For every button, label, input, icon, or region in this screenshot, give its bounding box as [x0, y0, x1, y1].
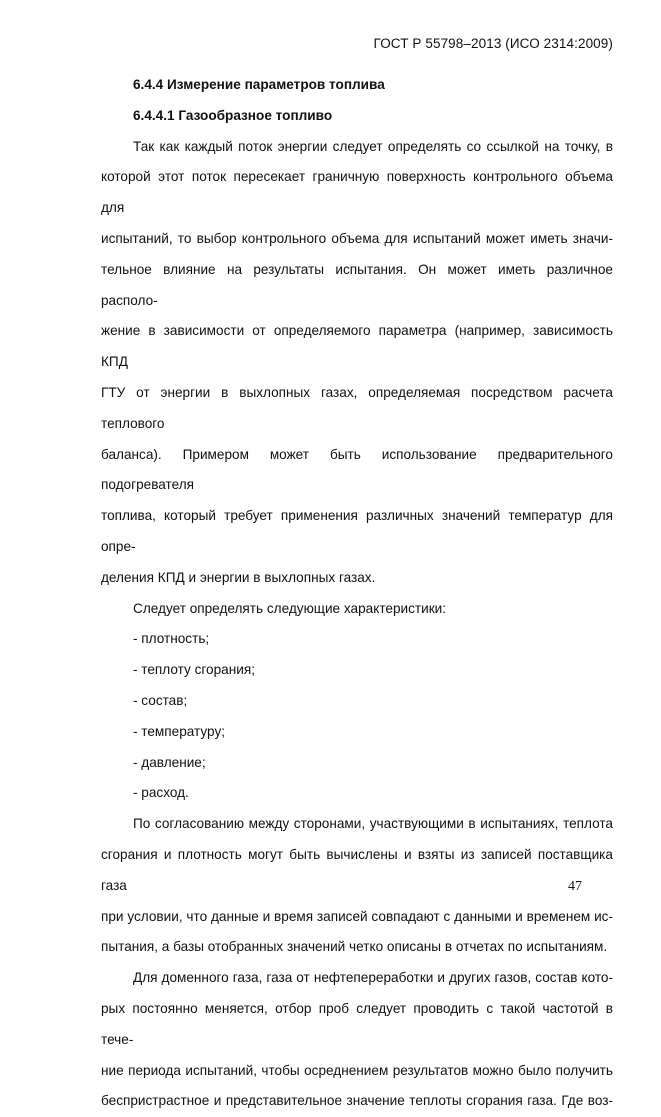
list-item: - давление;	[133, 754, 206, 770]
paragraph-line: при условии, что данные и время записей совпадают с данными и временем ис-	[101, 908, 613, 924]
section-title: 6.4.4 Измерение параметров топлива	[133, 77, 385, 92]
characteristics-list	[101, 624, 613, 809]
paragraph-line: которой этот поток пересекает граничную поверхность контрольного объема для	[101, 169, 613, 216]
paragraph-line: баланса). Примером может быть использование предварительного подогревателя	[101, 446, 613, 493]
paragraph-line: топлива, который требует применения различных значений температур для опре-	[101, 508, 613, 554]
paragraph-line: беспристрастное и представительное значение теплоты сгорания газа. Где воз-	[101, 1093, 613, 1109]
paragraph-line: ГТУ от энергии в выхлопных газах, определяемая посредством расчета теплового	[101, 384, 613, 431]
paragraph-1	[101, 132, 613, 594]
paragraph-line: Так как каждый поток энергии следует определять со ссылкой на точку, в	[133, 138, 613, 154]
paragraph-line: жение в зависимости от определяемого параметра (например, зависимость КПД	[101, 323, 613, 370]
paragraph-3	[101, 963, 613, 1117]
list-item: - расход.	[133, 785, 189, 801]
subsection-title: 6.4.4.1 Газообразное топливо	[133, 107, 333, 123]
paragraph-line: ние периода испытаний, чтобы осреднением результатов можно было получить	[101, 1062, 613, 1078]
paragraph-line: По согласованию между сторонами, участвующими в испытаниях, теплота	[133, 816, 613, 832]
paragraph-line: Для доменного газа, газа от нефтепереработки и других газов, состав кото-	[133, 970, 613, 986]
list-item: - теплоту сгорания;	[133, 662, 255, 678]
standard-header: ГОСТ Р 55798–2013 (ИСО 2314:2009)	[373, 36, 613, 51]
paragraph-2	[101, 809, 613, 963]
list-intro: Следует определять следующие характеристики:	[133, 600, 447, 616]
paragraph-line: пытания, а базы отобранных значений четко описаны в отчетах по испытаниям.	[101, 939, 608, 955]
paragraph-line: сгорания и плотность могут быть вычислены и взяты из записей поставщика газа	[101, 846, 613, 893]
page-number: 47	[568, 879, 582, 894]
paragraph-line: испытаний, то выбор контрольного объема для испытаний может иметь значи-	[101, 230, 613, 246]
list-item: - плотность;	[133, 631, 210, 647]
paragraph-line: тельное влияние на результаты испытания. Он может иметь различное располо-	[101, 261, 613, 308]
paragraph-line: деления КПД и энергии в выхлопных газах.	[101, 569, 376, 585]
list-item: - температуру;	[133, 723, 226, 739]
list-item: - состав;	[133, 692, 188, 708]
paragraph-line: рых постоянно меняется, отбор проб следует проводить с такой частотой в тече-	[101, 1000, 613, 1047]
document-body	[101, 70, 613, 1117]
